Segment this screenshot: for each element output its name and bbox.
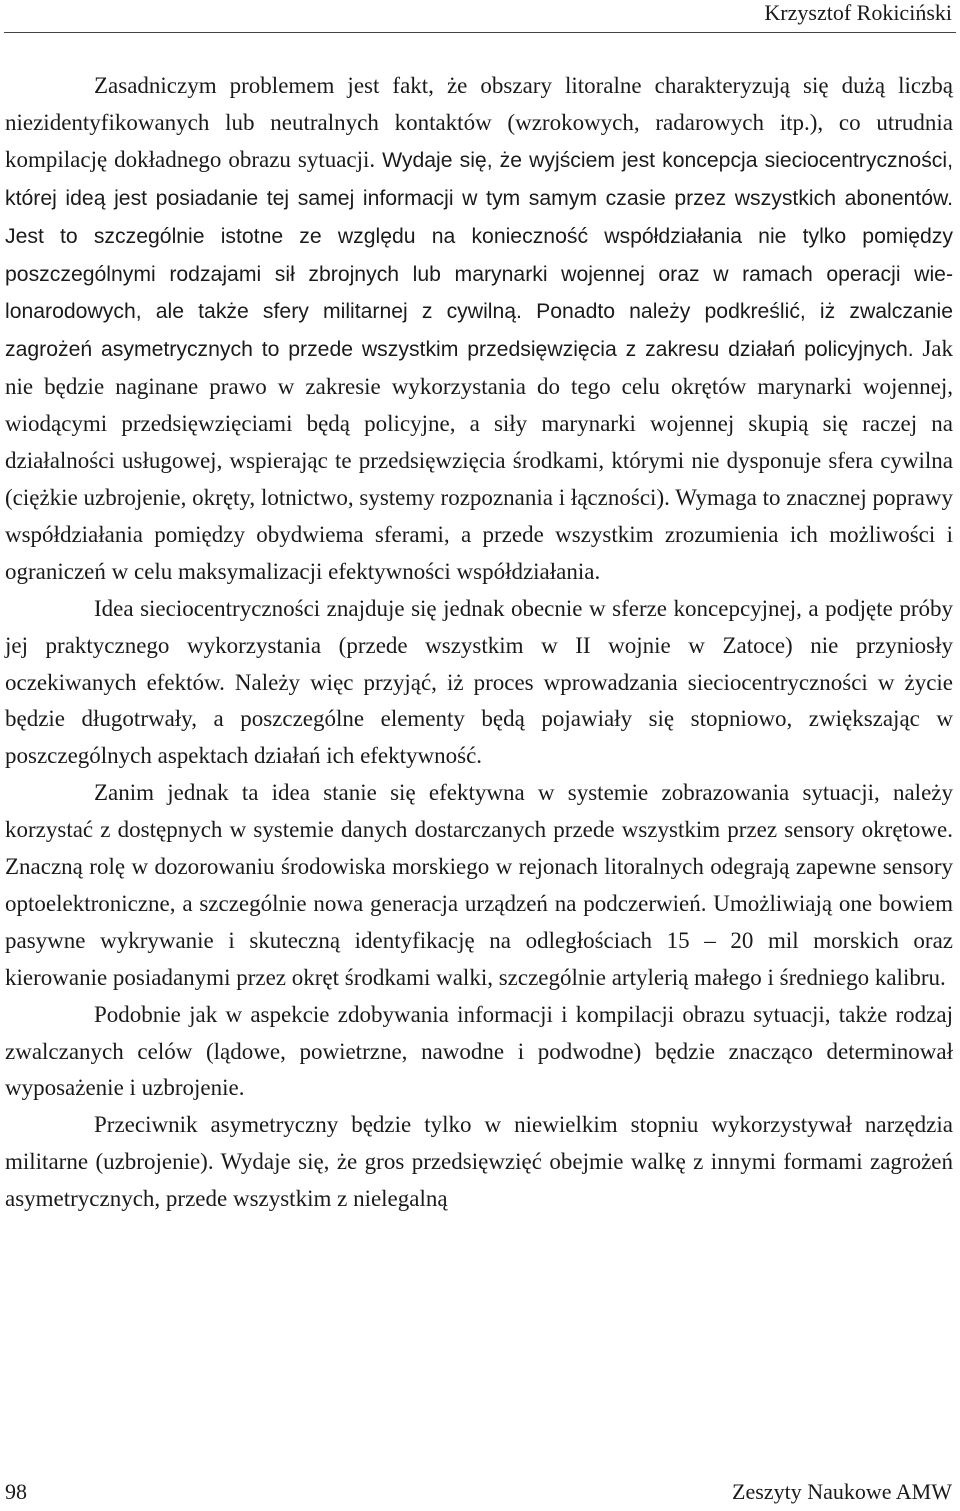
paragraph-text: Wydaje się, że wyjściem jest koncepcja sieciocentryczności, której ideą jest posiadanie tej samej informacji w tym samym czasie przez wszystkich abonentów. Jest to szczególnie istotne ze względu na konieczność współdziałania nie tylko pomiędzy poszczególnymi rodzajami sił zbrojnych lub marynarki wojennej oraz w ramach operacji wielonarodowych, ale także sfery militarnej z cywilną. [5, 148, 953, 324]
paragraph-text: Zanim jednak ta idea stanie się efektywna w systemie zobrazowania sytuacji, należy korzystać z dostępnych w systemie danych dostarczanych przede wszystkim przez sensory okrętowe. Znaczną rolę w dozorowaniu środowiska morskiego w rejonach litoralnych odegrają zapewne sensory optoelektroniczne, a szczególnie nowa generacja urządzeń na podczerwień. Umożliwiają one bowiem pasywne wykrywanie i skuteczną identyfikację na odległościach 15 – 20 mil morskich oraz kierowanie posiadanymi przez okręt środkami walki, szczególnie artylerią małego i średniego kalibru. [5, 780, 953, 990]
paragraph [5, 591, 953, 776]
running-header-author: Krzysztof Rokiciński [764, 0, 952, 25]
header-rule [4, 32, 956, 33]
paragraph [5, 1107, 953, 1218]
page-number: 98 [5, 1479, 27, 1504]
paragraph [5, 68, 953, 591]
body-text [5, 68, 953, 1218]
paragraph [5, 775, 953, 996]
paragraph-text: Ponadto należy podkreślić, iż zwalczanie zagrożeń asymetrycznych to przede wszystkim przedsięwzięcia z zakresu działań policyjnych. [5, 300, 953, 362]
paragraph-text: Przeciwnik asymetryczny będzie tylko w niewielkim stopniu wykorzystywał narzędzia militarne (uzbrojenie). Wydaje się, że gros przedsięwzięć obejmie walkę z innymi formami zagrożeń asymetrycznych, przede wszystkim z nielegalną [5, 1112, 953, 1212]
journal-name: Zeszyty Naukowe AMW [732, 1479, 952, 1504]
paragraph-text: Idea sieciocentryczności znajduje się jednak obecnie w sferze koncepcyjnej, a podjęte próby jej praktycznego wykorzystania (przede wszystkim w II wojnie w Zatoce) nie przyniosły oczekiwanych efektów. Należy więc przyjąć, iż proces wprowadzania sieciocentryczności w życie będzie długotrwały, a poszczególne elementy będą pojawiały się stopniowo, zwiększając w poszczególnych aspektach działań ich efektywność. [5, 595, 953, 769]
paragraph-text: Podobnie jak w aspekcie zdobywania informacji i kompilacji obrazu sytuacji, także rodzaj zwalczanych celów (lądowe, powietrzne, nawodne i podwodne) będzie znacząco determinował wyposażenie i uzbrojenie. [5, 1001, 953, 1101]
paragraph-text: Zasadniczym problemem jest fakt, że obszary litoralne charakteryzują się dużą liczbą niezidentyfikowanych lub neutralnych kontaktów (wzrokowych, radarowych itp.), co utrudnia kompilację dokładnego obrazu sytuacji. [5, 73, 953, 172]
paragraph [5, 997, 953, 1108]
paragraph-text: Jak nie będzie naginane prawo w zakresie wykorzystania do tego celu okrętów marynarki wojennej, wiodącymi przedsięwzięciami będą policyjne, a siły marynarki wojennej skupią się raczej na działalności usługowej, wspierając te przedsięwzięcia środkami, którymi nie dysponuje sfera cywilna (ciężkie uzbrojenie, okręty, lotnictwo, systemy rozpoznania i łączności). Wymaga to znacznej poprawy współdziałania pomiędzy obydwiema sferami, a przede wszystkim zrozumienia ich możliwości i ograniczeń w celu maksymalizacji efektywności współdziałania. [5, 336, 953, 584]
